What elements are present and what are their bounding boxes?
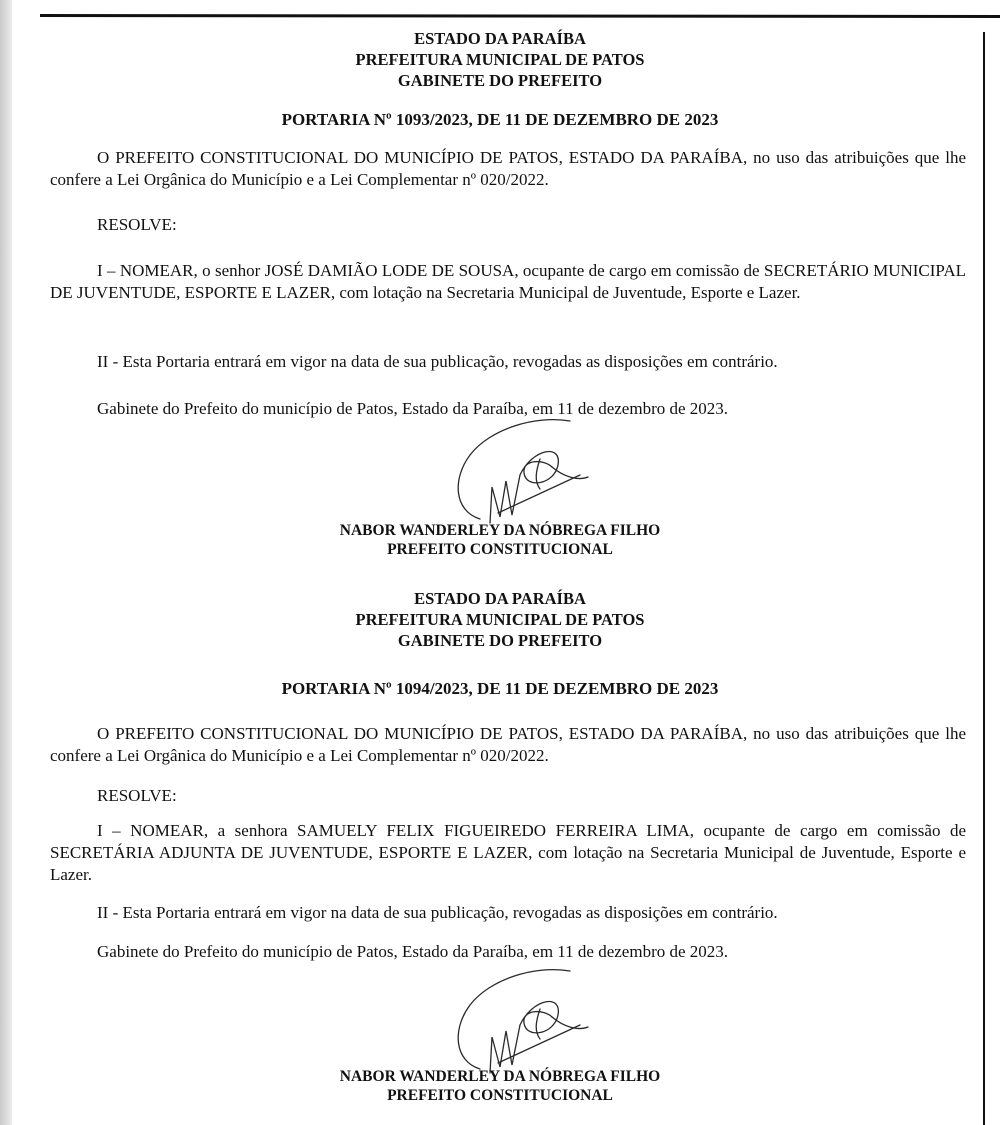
article-1-paragraph: I – NOMEAR, o senhor JOSÉ DAMIÃO LODE DE SOUSA, ocupante de cargo em comissão de SECRETÁRIO MUNICIPAL DE JUVENTUDE, ESPORTE E LAZER, com lotação na Secretaria Municipal de Juventude, Esporte e Lazer. [50,261,966,302]
handwritten-signature [440,965,590,1077]
letterhead [0,28,1000,91]
letterhead-office: GABINETE DO PREFEITO [397,631,603,650]
letterhead-municipality: PREFEITURA MUNICIPAL DE PATOS [355,50,645,69]
page-edge-shadow [0,0,12,1125]
top-rule [40,14,1000,18]
signature-block [0,521,1000,559]
letterhead-office: GABINETE DO PREFEITO [397,71,603,90]
letterhead-state: ESTADO DA PARAÍBA [414,29,586,48]
signer-name: NABOR WANDERLEY DA NÓBREGA FILHO [339,522,661,539]
article-1-paragraph: I – NOMEAR, a senhora SAMUELY FELIX FIGUEIREDO FERREIRA LIMA, ocupante de cargo em comissão de SECRETÁRIA ADJUNTA DE JUVENTUDE, ESPORTE E LAZER, com lotação na Secretaria Municipal de Juventude, Esporte e Lazer. [50,821,966,884]
signer-name: NABOR WANDERLEY DA NÓBREGA FILHO [339,1068,661,1085]
right-margin-rule [983,32,985,1125]
letterhead-state: ESTADO DA PARAÍBA [414,589,586,608]
resolve-label: RESOLVE: [97,215,177,234]
article-2-paragraph: II - Esta Portaria entrará em vigor na data de sua publicação, revogadas as disposições em contrário. [97,352,778,371]
handwritten-signature [440,415,590,527]
closing-paragraph: Gabinete do Prefeito do município de Patos, Estado da Paraíba, em 11 de dezembro de 2023. [97,399,729,418]
preamble-paragraph: O PREFEITO CONSTITUCIONAL DO MUNICÍPIO DE PATOS, ESTADO DA PARAÍBA, no uso das atribuições que lhe confere a Lei Orgânica do Município e a Lei Complementar nº 020/2022. [50,724,966,765]
resolve-label: RESOLVE: [97,786,177,805]
preamble-paragraph: O PREFEITO CONSTITUCIONAL DO MUNICÍPIO DE PATOS, ESTADO DA PARAÍBA, no uso das atribuições que lhe confere a Lei Orgânica do Município e a Lei Complementar nº 020/2022. [50,148,966,189]
portaria-title: PORTARIA Nº 1093/2023, DE 11 DE DEZEMBRO DE 2023 [281,110,719,129]
signature-block [0,1067,1000,1105]
letterhead [0,588,1000,651]
signer-title: PREFEITO CONSTITUCIONAL [387,541,613,558]
closing-paragraph: Gabinete do Prefeito do município de Patos, Estado da Paraíba, em 11 de dezembro de 2023. [97,942,729,961]
portaria-title: PORTARIA Nº 1094/2023, DE 11 DE DEZEMBRO DE 2023 [281,679,719,698]
article-2-paragraph: II - Esta Portaria entrará em vigor na data de sua publicação, revogadas as disposições em contrário. [97,903,778,922]
signer-title: PREFEITO CONSTITUCIONAL [387,1087,613,1104]
letterhead-municipality: PREFEITURA MUNICIPAL DE PATOS [355,610,645,629]
